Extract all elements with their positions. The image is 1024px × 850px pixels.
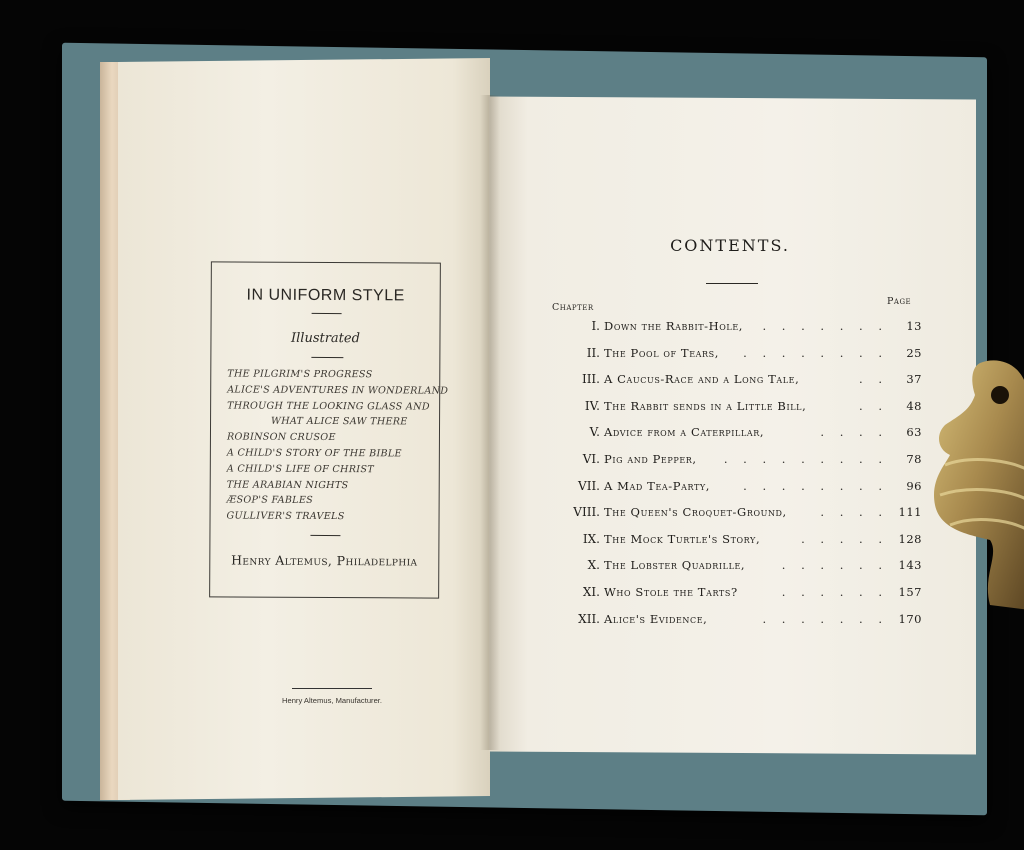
leader-dots: . . . . — [820, 425, 888, 440]
chapter-title: Pig and Pepper, — [604, 451, 697, 466]
ad-list-item: A CHILD'S LIFE OF CHRIST — [226, 463, 374, 476]
leader-dots: . . . . . — [801, 531, 888, 546]
chapter-number: VIII. — [573, 505, 600, 520]
table-of-contents — [550, 315, 922, 634]
chapter-title: A Caucus-Race and a Long Tale, — [604, 372, 800, 387]
toc-row — [550, 475, 922, 502]
toc-row — [550, 368, 922, 395]
chapter-title: The Pool of Tears, — [604, 345, 719, 360]
chapter-title: The Mock Turtle's Story, — [604, 531, 761, 546]
book-gutter — [480, 95, 500, 750]
toc-row — [550, 581, 922, 608]
leader-dots: . . . . . . — [781, 584, 888, 599]
chapter-page: 157 — [898, 584, 922, 599]
chapter-number: II. — [586, 345, 600, 360]
ad-subtitle-rule — [311, 357, 343, 358]
chapter-number: III. — [581, 372, 600, 387]
ad-list-item: THROUGH THE LOOKING GLASS AND — [227, 400, 430, 413]
toc-row — [550, 315, 922, 342]
ad-list-item: ALICE'S ADVENTURES IN WONDERLAND — [227, 384, 449, 397]
chapter-number: XII. — [578, 611, 600, 626]
ad-list-item: THE PILGRIM'S PROGRESS — [227, 368, 373, 381]
brass-page-holder — [930, 355, 1024, 610]
advertisement-box — [209, 261, 449, 598]
chapter-title: The Queen's Croquet-Ground, — [604, 505, 787, 520]
ad-title-list — [226, 366, 449, 525]
chapter-page: 96 — [906, 478, 922, 493]
chapter-page: 25 — [906, 345, 922, 360]
ad-list-item: A CHILD'S STORY OF THE BIBLE — [226, 447, 402, 460]
chapter-title: Advice from a Caterpillar, — [604, 425, 765, 440]
chapter-number: I. — [591, 319, 600, 333]
leader-dots: . . . . . . . . — [743, 345, 888, 360]
toc-row — [550, 342, 922, 369]
chapter-number: VI. — [582, 451, 600, 466]
toc-row — [550, 448, 922, 475]
chapter-page: 170 — [898, 611, 922, 626]
contents-rule — [706, 283, 758, 284]
toc-row — [550, 608, 922, 635]
chapter-number: IX. — [582, 531, 600, 546]
chapter-page: 143 — [898, 558, 922, 573]
chapter-page: 111 — [898, 505, 922, 520]
chapter-column-header: Chapter — [552, 302, 594, 313]
leader-dots: . . . . . . . — [762, 319, 888, 333]
page-column-header: Page — [887, 296, 912, 307]
chapter-number: V. — [589, 425, 600, 440]
ad-publisher-rule — [310, 535, 340, 536]
leader-dots: . . . . — [820, 505, 888, 520]
leader-dots: . . . . . . . . — [743, 478, 888, 493]
chapter-title: Alice's Evidence, — [604, 611, 708, 626]
chapter-number: IV. — [584, 398, 600, 413]
ad-subtitle: Illustrated — [290, 330, 360, 347]
chapter-number: X. — [587, 558, 600, 573]
chapter-page: 13 — [906, 319, 922, 333]
chapter-number: VII. — [578, 478, 600, 493]
chapter-page: 48 — [906, 398, 922, 413]
toc-row — [550, 554, 922, 581]
chapter-title: Who Stole the Tarts? — [604, 584, 738, 599]
imprint-rule — [292, 688, 372, 689]
chapter-title: A Mad Tea-Party, — [604, 478, 711, 493]
chapter-page: 63 — [906, 425, 922, 440]
ad-list-item: THE ARABIAN NIGHTS — [226, 479, 349, 491]
leader-dots: . . . . . . . — [762, 611, 888, 626]
ad-list-item: ROBINSON CRUSOE — [226, 431, 336, 444]
leader-dots: . . . . . . . . . — [723, 451, 888, 466]
ad-publisher: Henry Altemus, Philadelphia — [231, 552, 418, 569]
ad-title-rule — [312, 313, 342, 314]
chapter-title: The Lobster Quadrille, — [604, 558, 746, 573]
ad-title: IN UNIFORM STYLE — [246, 286, 405, 305]
leader-dots: . . . . . . — [781, 558, 888, 573]
chapter-title: The Rabbit sends in a Little Bill, — [604, 398, 807, 413]
chapter-page: 78 — [906, 451, 922, 466]
toc-row — [550, 421, 922, 448]
ad-list-item: ÆSOP'S FABLES — [226, 494, 314, 507]
imprint-text: Henry Altemus, Manufacturer. — [281, 696, 383, 705]
chapter-page: 128 — [898, 531, 922, 546]
contents-title: CONTENTS. — [670, 236, 790, 255]
chapter-number: XI. — [582, 584, 600, 599]
ad-list-item: GULLIVER'S TRAVELS — [226, 510, 345, 523]
chapter-page: 37 — [906, 372, 922, 387]
toc-row — [550, 528, 922, 555]
leader-dots: . . — [859, 398, 888, 413]
chapter-title: Down the Rabbit-Hole, — [604, 319, 744, 333]
toc-row — [550, 501, 922, 528]
leader-dots: . . — [859, 372, 888, 387]
ad-list-item: WHAT ALICE SAW THERE — [271, 416, 408, 428]
toc-row — [550, 395, 922, 422]
